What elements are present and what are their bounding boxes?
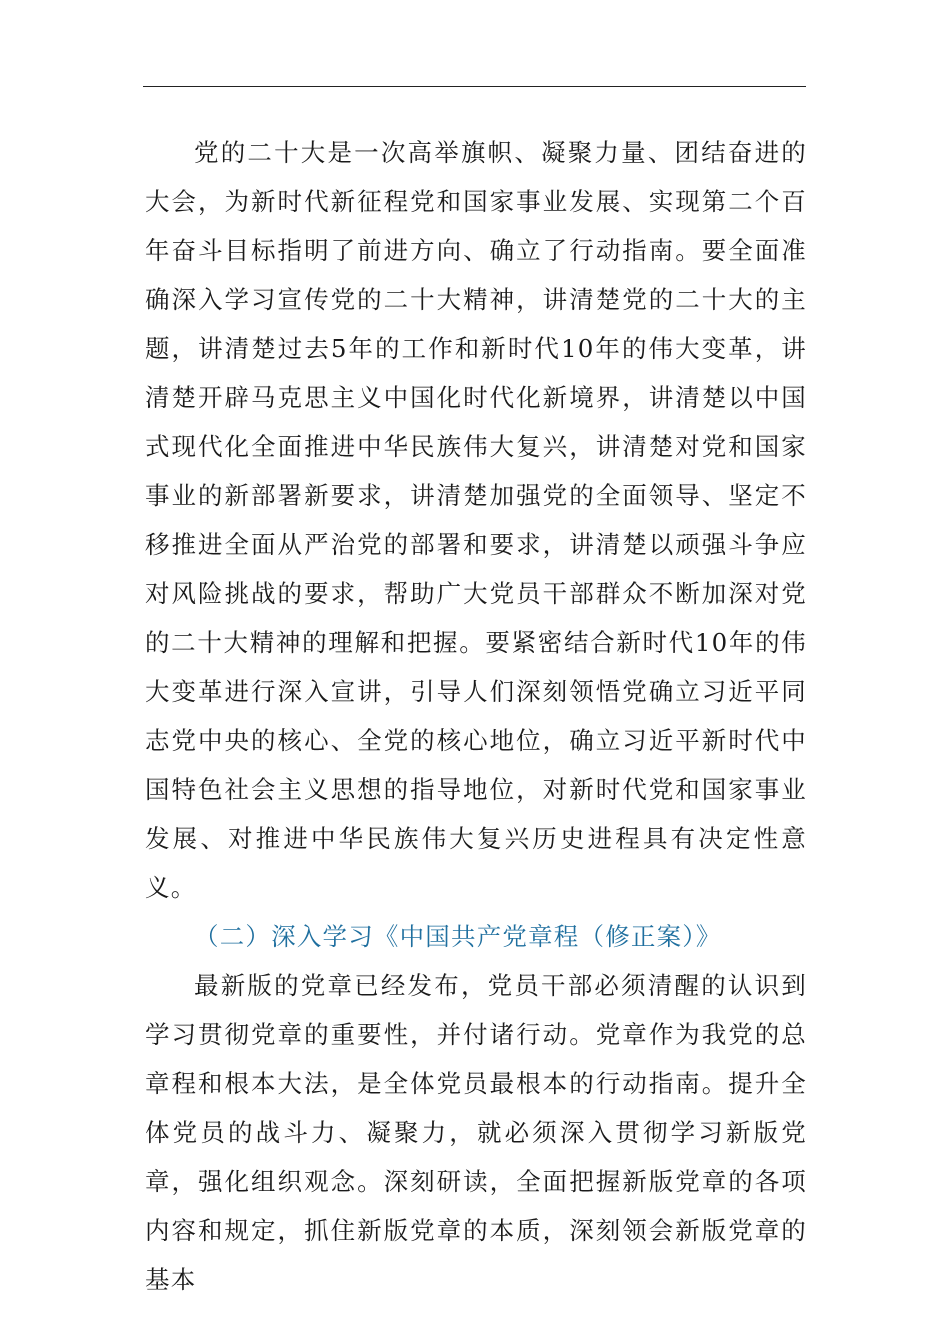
document-body <box>145 128 807 1304</box>
header-rule <box>143 86 806 87</box>
section-heading: （二）深入学习《中国共产党章程（修正案）》 <box>194 922 722 951</box>
paragraph-party-congress: 党的二十大是一次高举旗帜、凝聚力量、团结奋进的大会，为新时代新征程党和国家事业发展、实现第二个百年奋斗目标指明了前进方向、确立了行动指南。要全面准确深入学习宣传党的二十大精神，讲清楚党的二十大的主题，讲清楚过去5年的工作和新时代10年的伟大变革，讲清楚开辟马克思主义中国化时代化新境界，讲清楚以中国式现代化全面推进中华民族伟大复兴，讲清楚对党和国家事业的新部署新要求，讲清楚加强党的全面领导、坚定不移推进全面从严治党的部署和要求，讲清楚以顽强斗争应对风险挑战的要求，帮助广大党员干部群众不断加深对党的二十大精神的理解和把握。要紧密结合新时代10年的伟大变革进行深入宣讲，引导人们深刻领悟党确立习近平同志党中央的核心、全党的核心地位，确立习近平新时代中国特色社会主义思想的指导地位，对新时代党和国家事业发展、对推进中华民族伟大复兴历史进程具有决定性意义。 <box>145 138 807 902</box>
paragraph-party-constitution: 最新版的党章已经发布，党员干部必须清醒的认识到学习贯彻党章的重要性，并付诸行动。党章作为我党的总章程和根本大法，是全体党员最根本的行动指南。提升全体党员的战斗力、凝聚力，就必须深入贯彻学习新版党章，强化组织观念。深刻研读，全面把握新版党章的各项内容和规定，抓住新版党章的本质，深刻领会新版党章的基本 <box>145 971 807 1294</box>
